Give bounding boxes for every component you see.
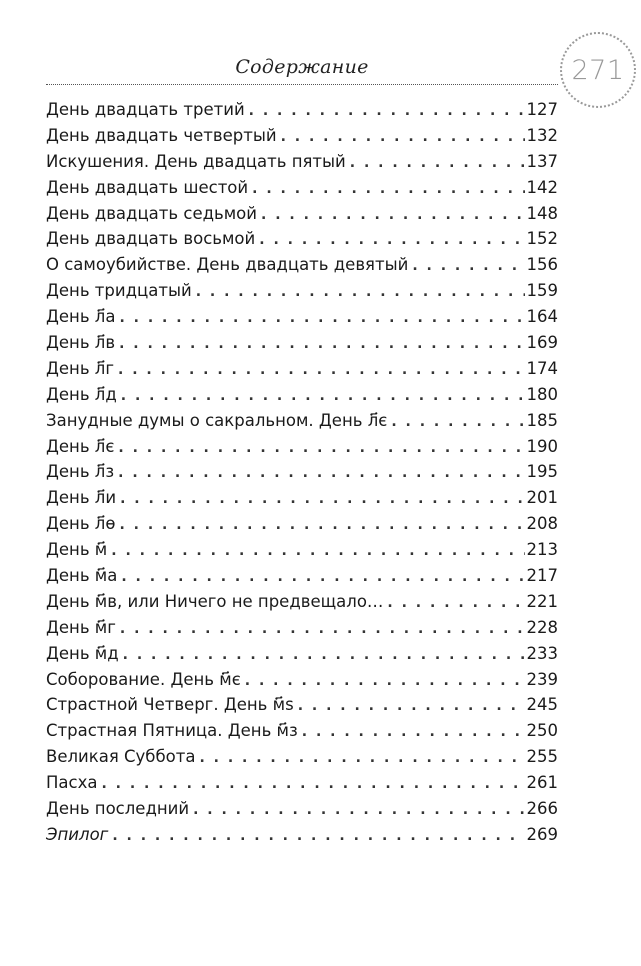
toc-entry[interactable] [46,330,558,356]
toc-entry[interactable] [46,149,558,175]
toc-entry-title: Искушения. День двадцать пятый [46,151,346,171]
toc-entry-title: День двадцать шестой [46,177,249,197]
toc-entry[interactable] [46,201,558,227]
toc-dot-leader [199,746,524,772]
toc-entry-page-number: 269 [526,824,558,844]
toc-entry-page-number: 228 [526,617,558,637]
toc-dot-leader [120,487,524,513]
toc-entry-title: День м҃г [46,617,116,637]
toc-entry-page-number: 233 [526,643,558,663]
toc-entry-page-number: 239 [526,669,558,689]
toc-entry-title: О самоубийстве. День двадцать девятый [46,255,409,275]
toc-dot-leader [249,99,525,125]
toc-dot-leader [196,280,525,306]
toc-entry-title: Занудные думы о сакральном. День л҃є [46,410,388,430]
toc-entry[interactable] [46,226,558,252]
toc-entry[interactable] [46,511,558,537]
toc-entry[interactable] [46,304,558,330]
toc-dot-leader [412,254,524,280]
toc-entry-page-number: 190 [526,436,558,456]
toc-entry-page-number: 164 [526,307,558,327]
toc-dot-leader [259,228,524,254]
toc-entry-page-number: 169 [526,333,558,353]
toc-dot-leader [121,565,524,591]
page-title: Содержание [235,56,369,78]
toc-entry[interactable] [46,744,558,770]
toc-entry-page-number: 148 [526,203,558,223]
toc-dot-leader [302,720,525,746]
toc-dot-leader [121,384,525,410]
toc-entry-title: День л҃г [46,358,115,378]
toc-entry-page-number: 185 [526,410,558,430]
toc-dot-leader [112,824,524,850]
toc-entry-page-number: 250 [526,721,558,741]
toc-entry-title: День м҃д [46,643,119,663]
toc-entry[interactable] [46,589,558,615]
toc-dot-leader [391,410,524,436]
toc-entry-page-number: 127 [526,100,558,119]
toc-entry-title: Пасха [46,773,98,793]
page-number-badge: 271 [560,32,636,108]
toc-entry[interactable] [46,770,558,796]
toc-entry-page-number: 201 [526,488,558,508]
toc-entry-title: Страстной Четверг. День м҃ѕ [46,695,294,715]
toc-entry-title: День л҃и [46,488,117,508]
toc-entry-page-number: 156 [526,255,558,275]
toc-entry[interactable] [46,123,558,149]
toc-entry-page-number: 217 [526,566,558,586]
toc-dot-leader [118,358,524,384]
toc-entry-page-number: 255 [526,747,558,767]
toc-entry-page-number: 245 [526,695,558,715]
toc-entry-page-number: 159 [526,281,558,301]
toc-entry-page-number: 142 [526,177,558,197]
toc-entry-title: Соборование. День м҃є [46,669,241,689]
table-of-contents [46,97,558,848]
toc-entry[interactable] [46,459,558,485]
toc-dot-leader [120,617,525,643]
toc-entry-page-number: 152 [526,229,558,249]
toc-dot-leader [119,332,524,358]
toc-entry[interactable] [46,615,558,641]
toc-dot-leader [261,203,525,229]
toc-entry-page-number: 261 [526,773,558,793]
toc-entry-title: Страстная Пятница. День м҃з [46,721,298,741]
toc-dot-leader [101,772,524,798]
toc-dot-leader [123,643,525,669]
toc-entry-page-number: 174 [526,358,558,378]
toc-entry[interactable] [46,434,558,460]
toc-dot-leader [118,436,524,462]
toc-entry-page-number: 213 [526,540,558,560]
toc-entry[interactable] [46,382,558,408]
toc-entry-title: День двадцать седьмой [46,203,257,223]
toc-entry[interactable] [46,537,558,563]
toc-entry[interactable] [46,667,558,693]
toc-entry[interactable] [46,796,558,822]
toc-entry-title: День л҃є [46,436,115,456]
toc-entry-title: День л҃з [46,462,115,482]
toc-entry-title: День л҃ѳ [46,514,116,534]
toc-entry-title: Великая Суббота [46,747,196,767]
toc-dot-leader [245,669,525,695]
toc-entry-title: День л҃д [46,384,117,404]
toc-entry[interactable] [46,692,558,718]
toc-dot-leader [118,461,524,487]
toc-entry[interactable] [46,278,558,304]
toc-entry-page-number: 221 [526,591,558,611]
toc-dot-leader [252,177,524,203]
toc-entry-title: День м҃ [46,540,108,560]
toc-dot-leader [387,591,524,617]
toc-entry-page-number: 195 [526,462,558,482]
toc-entry[interactable] [46,485,558,511]
header-divider [46,84,558,85]
toc-entry-page-number: 208 [526,514,558,534]
toc-entry[interactable] [46,641,558,667]
toc-dot-leader [193,798,524,824]
toc-entry-page-number: 137 [526,151,558,171]
toc-entry-title: День м҃а [46,566,118,586]
toc-dot-leader [281,125,525,151]
toc-entry[interactable] [46,822,558,848]
toc-dot-leader [111,539,524,565]
toc-entry[interactable] [46,563,558,589]
toc-dot-leader [350,151,525,177]
toc-entry[interactable] [46,97,558,123]
toc-entry[interactable] [46,356,558,382]
toc-entry-title: День двадцать восьмой [46,229,256,249]
toc-entry[interactable] [46,175,558,201]
toc-entry[interactable] [46,718,558,744]
toc-entry-title: День м҃в, или Ничего не предвещало… [46,591,384,611]
toc-entry-page-number: 180 [526,384,558,404]
toc-entry-title: День тридцатый [46,281,192,301]
toc-dot-leader [119,306,524,332]
toc-entry-title: День л҃а [46,307,116,327]
toc-entry-page-number: 132 [526,125,558,145]
toc-entry-title: День л҃в [46,333,116,353]
toc-dot-leader [119,513,524,539]
toc-entry[interactable] [46,252,558,278]
toc-entry-title: День двадцать третий [46,100,245,119]
toc-entry-title: День двадцать четвертый [46,125,277,145]
toc-entry-title: День последний [46,799,190,819]
toc-entry[interactable] [46,408,558,434]
toc-entry-page-number: 266 [526,799,558,819]
page-header [46,48,558,88]
toc-dot-leader [298,694,525,720]
toc-entry-title: Эпилог [46,824,109,844]
